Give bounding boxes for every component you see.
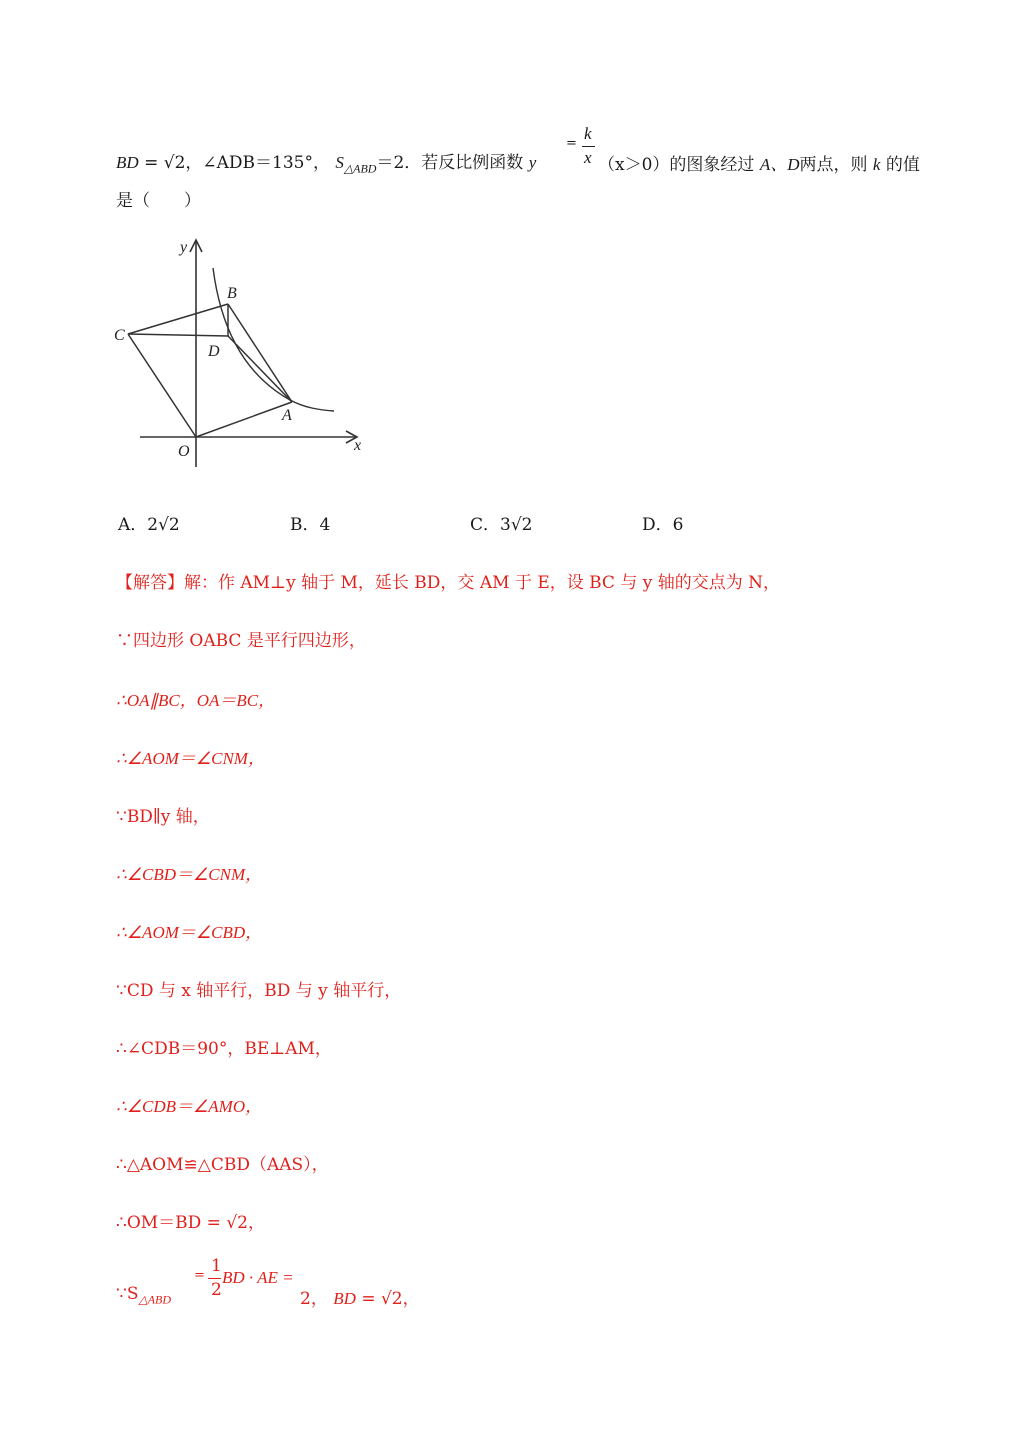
solution-line: ∵CD 与 x 轴平行，BD 与 y 轴平行， — [116, 981, 402, 1001]
fraction-equals: = — [566, 136, 577, 151]
solution-header: 【解答】解：作 AM⊥y 轴于 M，延长 BD，交 AM 于 E，设 BC 与 y 轴的交点为 N， — [116, 573, 781, 593]
label-b: B — [227, 285, 237, 302]
segment-ao — [196, 402, 292, 437]
label-c: C — [114, 327, 125, 344]
label-x: x — [354, 437, 362, 454]
question-line-1-tail — [598, 150, 920, 175]
segment-oc — [128, 334, 196, 437]
option-b-value: 4 — [319, 515, 331, 535]
area-subscript: △ABD — [343, 161, 377, 176]
solution-fraction-numerator: 1 — [211, 1256, 222, 1276]
option-d[interactable]: D．6 — [642, 515, 684, 535]
points-ad: A、D — [759, 155, 800, 174]
solution-line: ∴∠AOM＝∠CNM， — [116, 749, 265, 768]
solution-last-expr: BD · AE = — [222, 1268, 294, 1287]
solution-line: ∴OM＝BD = √2， — [116, 1213, 265, 1233]
sqrt-two: √2 — [163, 153, 186, 173]
area-value: ＝2．若反比例函数 — [376, 153, 524, 173]
question-tail: 的值 — [885, 155, 920, 175]
question-line-1 — [116, 148, 536, 176]
label-o: O — [178, 443, 190, 460]
solution-line: ∵四边形 OABC 是平行四边形， — [116, 631, 366, 651]
solution-line: ∴△AOM≌△CBD（AAS）， — [116, 1155, 329, 1175]
solution-line: ∴∠CDB＝∠AMO， — [116, 1097, 263, 1116]
option-d-value: 6 — [672, 515, 684, 535]
segment-ba — [228, 304, 292, 402]
solution-line: ∵BD∥y 轴， — [116, 807, 210, 827]
domain-condition: （x＞0）的图象经过 — [598, 155, 755, 175]
fraction-denominator: x — [584, 148, 592, 167]
label-d: D — [208, 343, 220, 360]
equals: = — [144, 153, 159, 173]
option-a[interactable]: A．2√2 — [118, 515, 180, 535]
segment-bd: BD — [116, 153, 139, 172]
solution-line: ∴∠CBD＝∠CNM， — [116, 865, 263, 884]
solution-last-eq: = — [194, 1268, 205, 1283]
option-c-value: 3√2 — [500, 515, 533, 535]
option-b[interactable]: B．4 — [290, 515, 331, 535]
solution-fraction-bar — [208, 1278, 221, 1279]
segment-cb — [128, 304, 228, 334]
question-rest: 两点，则 — [799, 155, 868, 175]
solution-line: ∴∠AOM＝∠CBD， — [116, 923, 263, 942]
segment-da — [228, 336, 292, 402]
function-y: y — [528, 153, 537, 172]
segment-cd — [128, 334, 228, 336]
solution-last-tail: 2， BD = √2， — [300, 1289, 420, 1309]
label-y: y — [180, 239, 188, 256]
area-symbol: S — [335, 153, 344, 172]
question-line-2: 是（ ） — [116, 191, 201, 211]
fraction-bar — [582, 146, 595, 147]
solution-line: ∴∠CDB＝90°，BE⊥AM， — [116, 1039, 332, 1059]
solution-line: ∴OA∥BC，OA＝BC， — [116, 691, 276, 710]
option-c[interactable]: C．3√2 — [470, 515, 533, 535]
geometry-figure — [110, 232, 380, 472]
option-a-value: 2√2 — [147, 515, 180, 535]
solution-fraction-denominator: 2 — [211, 1280, 222, 1300]
k-symbol: k — [872, 155, 881, 174]
angle-condition: ，∠ADB＝135°， — [185, 153, 330, 173]
fraction-numerator: k — [584, 124, 592, 143]
solution-last-pre: $\because S_{\triangle ABD}$ — [116, 1284, 172, 1307]
label-a: A — [282, 407, 292, 424]
